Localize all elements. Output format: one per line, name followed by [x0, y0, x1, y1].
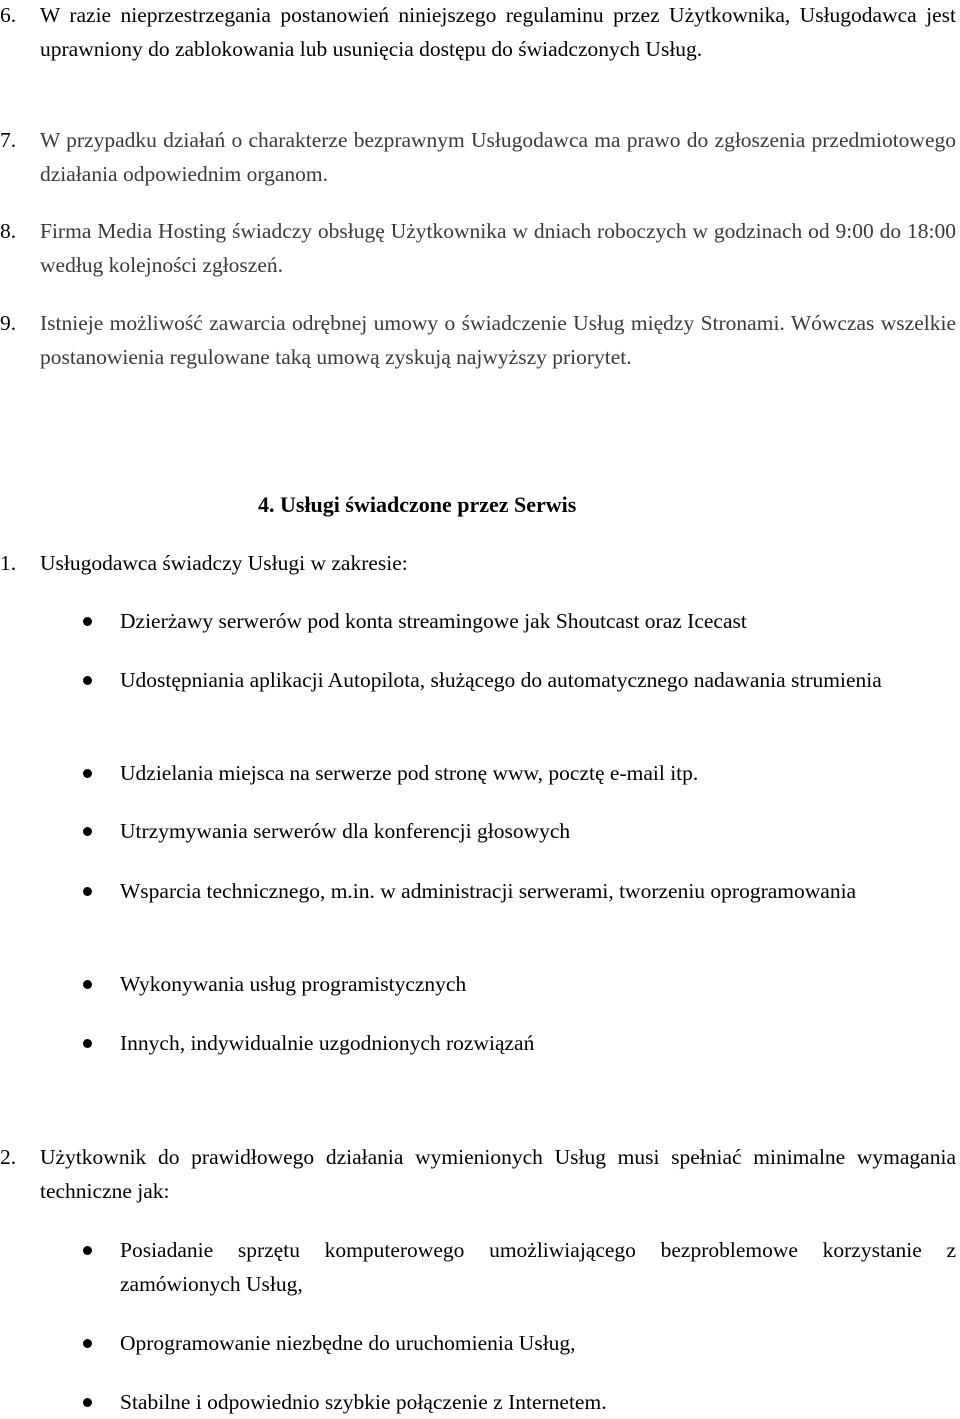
bullet-text: Wykonywania usług programistycznych — [120, 972, 467, 996]
bullet-text: Innych, indywidualnie uzgodnionych rozwiązań — [120, 1031, 535, 1055]
bullet-text: Stabilne i odpowiednio szybkie połączenie z Internetem. — [120, 1390, 607, 1414]
item-text: Usługodawca świadczy Usługi w zakresie: — [40, 551, 408, 575]
bullet-text: Udostępniania aplikacji Autopilota, służącego do automatycznego nadawania strumienia — [120, 668, 882, 692]
item-number: 8. — [0, 219, 17, 243]
item-text: Firma Media Hosting świadczy obsługę Użytkownika w dniach roboczych w godzinach od 9:00 do 18:00 według kolejności zgłoszeń. — [40, 219, 956, 277]
bullet-dot-icon — [83, 676, 92, 685]
heading-text: 4. Usługi świadczone przez Serwis — [258, 492, 577, 517]
bullet-dot-icon — [83, 1339, 92, 1348]
bullet-text: Wsparcia technicznego, m.in. w administracji serwerami, tworzeniu oprogramowania — [120, 879, 857, 903]
bullet-dot-icon — [83, 887, 92, 896]
bullet-text: Oprogramowanie niezbędne do uruchomienia Usług, — [120, 1331, 576, 1355]
item-number: 9. — [0, 311, 17, 335]
item-text: Użytkownik do prawidłowego działania wymienionych Usług musi spełniać minimalne wymagania techniczne jak: — [40, 1145, 956, 1203]
item-number: 2. — [0, 1145, 17, 1169]
section-heading — [258, 488, 576, 522]
bullet-dot-icon — [83, 1398, 92, 1407]
item-number: 1. — [0, 551, 17, 575]
bullet-text: Utrzymywania serwerów dla konferencji głosowych — [120, 819, 571, 843]
item-text: Istnieje możliwość zawarcia odrębnej umowy o świadczenie Usług między Stronami. Wówczas wszelkie postanowienia regulowane taką umową zyskują najwyższy priorytet. — [40, 311, 956, 369]
bullet-text: Posiadanie sprzętu komputerowego umożliwiającego bezproblemowe korzystanie z zamówionych Usług, — [120, 1238, 956, 1296]
bullet-dot-icon — [83, 617, 92, 626]
item-text: W razie nieprzestrzegania postanowień niniejszego regulaminu przez Użytkownika, Usługodawca jest uprawniony do zablokowania lub usunięcia dostępu do świadczonych Usług. — [40, 3, 956, 61]
bullet-dot-icon — [83, 980, 92, 989]
bullet-dot-icon — [83, 1039, 92, 1048]
item-text: W przypadku działań o charakterze bezprawnym Usługodawca ma prawo do zgłoszenia przedmiotowego działania odpowiednim organom. — [40, 128, 956, 186]
bullet-dot-icon — [83, 1246, 92, 1255]
item-number: 6. — [0, 3, 17, 27]
item-number: 7. — [0, 128, 17, 152]
bullet-text: Dzierżawy serwerów pod konta streamingowe jak Shoutcast oraz Icecast — [120, 609, 747, 633]
bullet-dot-icon — [83, 769, 92, 778]
bullet-text: Udzielania miejsca na serwerze pod stronę www, pocztę e-mail itp. — [120, 761, 699, 785]
bullet-dot-icon — [83, 827, 92, 836]
